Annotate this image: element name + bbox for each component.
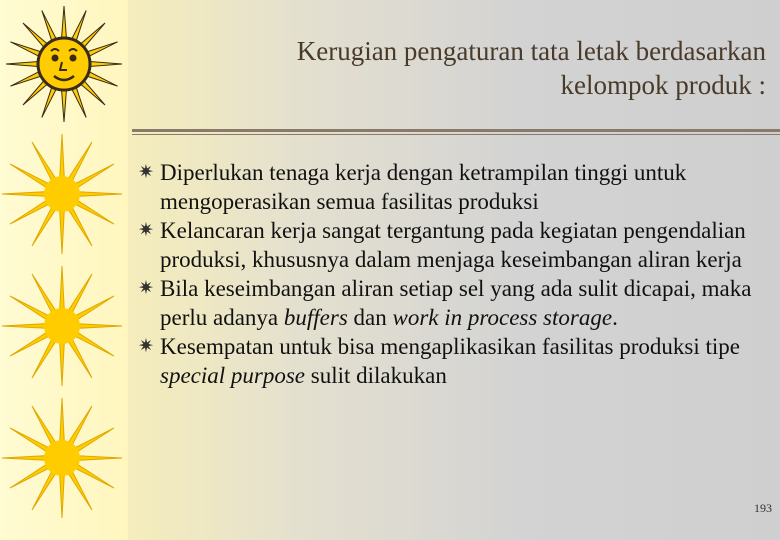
bullet-item: ✷ Kelancaran kerja sangat tergantung pada kegiatan pengendalian produksi, khususnya dalam menjaga keseimbangan aliran kerja xyxy=(138,218,746,272)
sun-icon xyxy=(0,386,128,536)
sun-ray xyxy=(68,406,92,445)
sun-ray xyxy=(10,332,49,356)
sun-ray xyxy=(32,471,56,510)
sun-ray xyxy=(60,342,65,386)
sun-ray xyxy=(78,324,122,329)
bullet-list xyxy=(140,158,760,390)
sun-ray xyxy=(75,464,114,488)
slide-title xyxy=(166,34,766,102)
sun-ray xyxy=(6,61,40,66)
title-line-2: kelompok produk : xyxy=(560,70,766,100)
title-divider xyxy=(132,129,780,135)
sun-ray xyxy=(75,428,114,452)
bullet-item: ✷ Kesempatan untuk bisa mengaplikasikan fasilitas produksi tipe special purpose sulit dilakukan xyxy=(138,334,740,388)
sun-ray xyxy=(10,164,49,188)
sun-ray xyxy=(2,456,46,461)
sun-ray xyxy=(60,266,65,310)
bullet-item: ✷ Bila keseimbangan aliran setiap sel yang ada sulit dicapai, maka perlu adanya buffers dan work in process storage. xyxy=(138,276,752,330)
sun-ray xyxy=(68,471,92,510)
sun-ray xyxy=(68,142,92,181)
asterisk-star-icon: ✷ xyxy=(138,220,154,241)
sun-icon xyxy=(0,124,128,264)
sun-ray xyxy=(10,464,49,488)
sun-ray xyxy=(68,339,92,378)
sun-core xyxy=(44,440,80,476)
sun-ray xyxy=(32,207,56,246)
page-number: 193 xyxy=(754,501,772,515)
sun-ray xyxy=(2,324,46,329)
sun-ray xyxy=(61,88,66,122)
sun-ray xyxy=(10,428,49,452)
title-line-1: Kerugian pengaturan tata letak berdasarkan xyxy=(296,36,766,66)
sun-ray xyxy=(75,296,114,320)
sun-core xyxy=(44,308,80,344)
sun-ray xyxy=(68,207,92,246)
sun-icon xyxy=(0,256,128,396)
asterisk-star-icon: ✷ xyxy=(138,162,154,183)
sun-face-icon xyxy=(0,0,128,128)
sun-core xyxy=(44,176,80,212)
sun-ray xyxy=(75,332,114,356)
asterisk-star-icon: ✷ xyxy=(138,336,154,357)
sun-ray xyxy=(10,200,49,224)
asterisk-star-icon: ✷ xyxy=(138,278,154,299)
sun-ray xyxy=(75,200,114,224)
sun-ray xyxy=(78,192,122,197)
sun-ray xyxy=(61,6,66,40)
emphasis-text: work in process storage xyxy=(392,305,613,330)
sun-ray xyxy=(60,474,65,518)
sun-ray xyxy=(32,339,56,378)
emphasis-text: buffers xyxy=(283,305,348,330)
sun-ray xyxy=(2,192,46,197)
sun-ray xyxy=(68,274,92,313)
bullet-item: ✷ Diperlukan tenaga kerja dengan ketrampilan tinggi untuk mengoperasikan semua fasilitas produksi xyxy=(138,160,687,214)
sun-ray xyxy=(88,61,122,66)
sun-ray xyxy=(75,164,114,188)
sun-ray xyxy=(60,210,65,254)
sun-ray xyxy=(32,274,56,313)
sun-ray xyxy=(60,134,65,178)
sun-ray xyxy=(32,406,56,445)
sun-ray xyxy=(10,296,49,320)
sun-ray xyxy=(60,398,65,442)
emphasis-text: special purpose xyxy=(160,363,306,388)
sun-ray xyxy=(78,456,122,461)
sun-ray xyxy=(32,142,56,181)
